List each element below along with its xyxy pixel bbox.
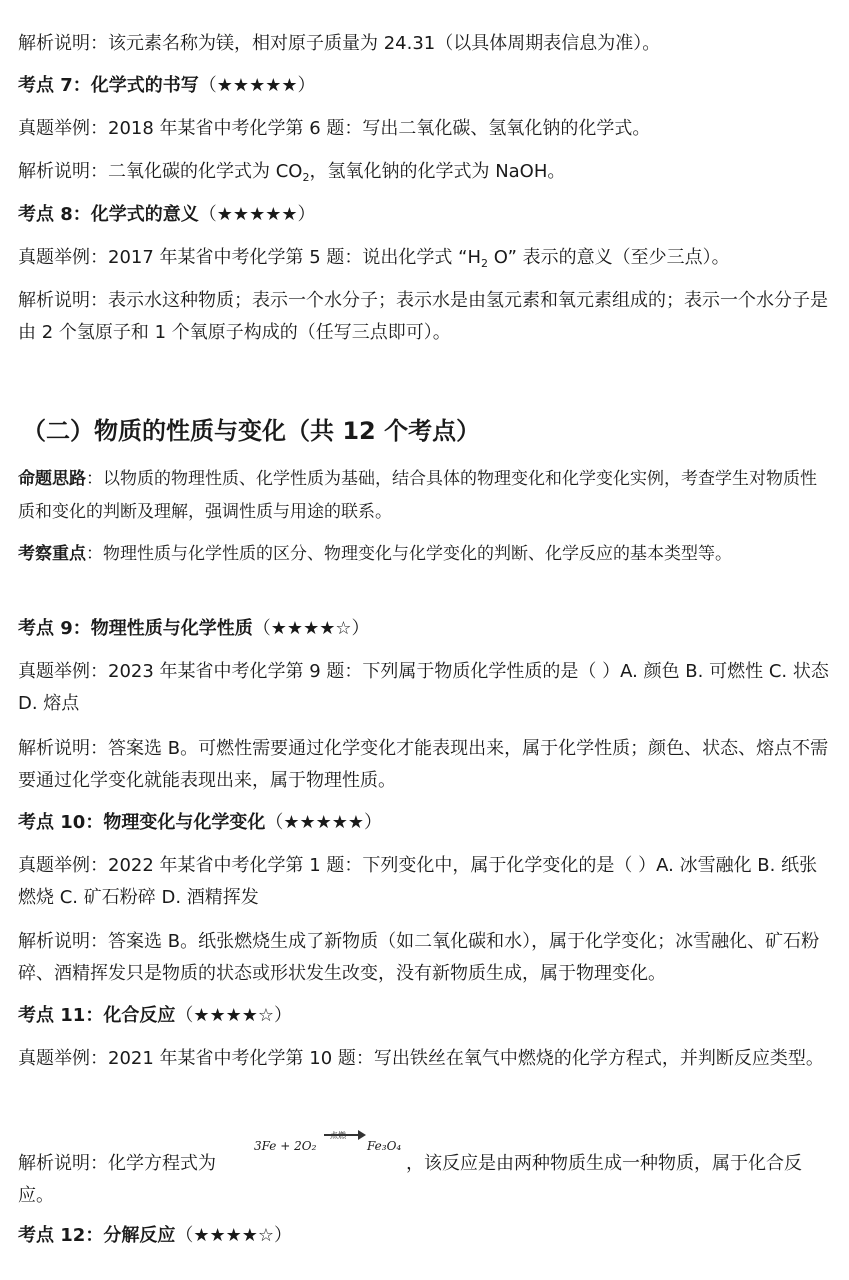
example-line-kp7: 真题举例：2018 年某省中考化学第 6 题：写出二氧化碳、氢氧化钠的化学式。 — [18, 118, 651, 139]
kp7-label: 考点 7：化学式的书写 — [18, 75, 199, 96]
analysis-kp7-part2: ，氢氧化钠的化学式为 NaOH。 — [309, 161, 566, 182]
kp10-label: 考点 10：物理变化与化学变化 — [18, 812, 266, 833]
kp7-stars: （★★★★★） — [198, 75, 316, 96]
analysis-line-kp9: 解析说明：答案选 B。可燃性需要通过化学变化才能表现出来，属于化学性质；颜色、状态、熔点不需要通过化学变化就能表现出来，属于物理性质。 — [18, 738, 829, 791]
example-line-kp11: 真题举例：2021 年某省中考化学第 10 题：写出铁丝在氧气中燃烧的化学方程式，并判断反应类型。 — [18, 1048, 824, 1069]
kp9-stars: （★★★★☆） — [252, 618, 370, 639]
analysis-kp7-part1: 解析说明：二氧化碳的化学式为 CO — [18, 161, 303, 182]
analysis-line-kp11 — [18, 1139, 830, 1212]
focus-label: 考察重点 — [18, 544, 86, 564]
example-line-kp10: 真题举例：2022 年某省中考化学第 1 题：下列变化中，属于化学变化的是（ ）A. 冰雪融化 B. 纸张燃烧 C. 矿石粉碎 D. 酒精挥发 — [18, 855, 818, 908]
section-title: （二）物质的性质与变化（共 12 个考点） — [22, 417, 481, 445]
analysis-line-kp7 — [18, 156, 830, 190]
co2-subscript: 2 — [302, 171, 310, 184]
equation-product: Fe₃O₄ — [367, 1139, 402, 1153]
kp10-stars: （★★★★★） — [265, 812, 383, 833]
equation-reactants: 3Fe + 2O₂ — [254, 1139, 317, 1153]
kp9-heading — [18, 613, 830, 645]
analysis-kp11-part2: ，该反应是由两种物质生成一种物质，属于化合反应。 — [18, 1153, 802, 1206]
kp11-heading — [18, 1000, 830, 1032]
chemical-equation — [216, 1139, 406, 1178]
idea-text: ：以物质的物理性质、化学性质为基础，结合具体的物理变化和化学变化实例，考查学生对物质性质和变化的判断及理解，强调性质与用途的联系。 — [18, 469, 817, 522]
reaction-arrow-icon — [324, 1134, 364, 1136]
focus-text: ：物理性质与化学性质的区分、物理变化与化学变化的判断、化学反应的基本类型等。 — [86, 544, 732, 564]
kp12-stars: （★★★★☆） — [175, 1225, 293, 1246]
kp9-label: 考点 9：物理性质与化学性质 — [18, 618, 253, 639]
idea-label: 命题思路 — [18, 469, 86, 489]
example-line-kp9: 真题举例：2023 年某省中考化学第 9 题：下列属于物质化学性质的是（ ）A. 颜色 B. 可燃性 C. 状态 D. 熔点 — [18, 661, 829, 714]
kp11-stars: （★★★★☆） — [175, 1005, 293, 1026]
h2o-subscript: 2 — [481, 257, 489, 270]
kp12-heading — [18, 1220, 830, 1252]
example-line-kp8 — [18, 242, 830, 276]
kp8-stars: （★★★★★） — [198, 204, 316, 225]
kp12-label: 考点 12：分解反应 — [18, 1225, 176, 1246]
examination-focus — [18, 538, 830, 571]
analysis-kp11-part1: 解析说明：化学方程式为 — [18, 1153, 216, 1174]
kp11-label: 考点 11：化合反应 — [18, 1005, 176, 1026]
analysis-line-kp10: 解析说明：答案选 B。纸张燃烧生成了新物质（如二氧化碳和水），属于化学变化；冰雪融化、矿石粉碎、酒精挥发只是物质的状态或形状发生改变，没有新物质生成，属于物理变化。 — [18, 931, 820, 984]
kp8-heading — [18, 199, 830, 231]
example-kp8-part1: 真题举例：2017 年某省中考化学第 5 题：说出化学式 “H — [18, 247, 482, 268]
example-kp8-part2: O” 表示的意义（至少三点）。 — [488, 247, 730, 268]
equation-condition — [330, 1120, 346, 1152]
kp7-heading — [18, 70, 830, 102]
kp8-label: 考点 8：化学式的意义 — [18, 204, 199, 225]
analysis-line-kp8: 解析说明：表示水这种物质；表示一个水分子；表示水是由氢元素和氧元素组成的；表示一个水分子是由 2 个氢原子和 1 个氧原子构成的（任写三点即可）。 — [18, 290, 828, 343]
kp10-heading — [18, 807, 830, 839]
analysis-line-kp6: 解析说明：该元素名称为镁，相对原子质量为 24.31（以具体周期表信息为准）。 — [18, 33, 661, 54]
proposition-idea — [18, 463, 830, 529]
